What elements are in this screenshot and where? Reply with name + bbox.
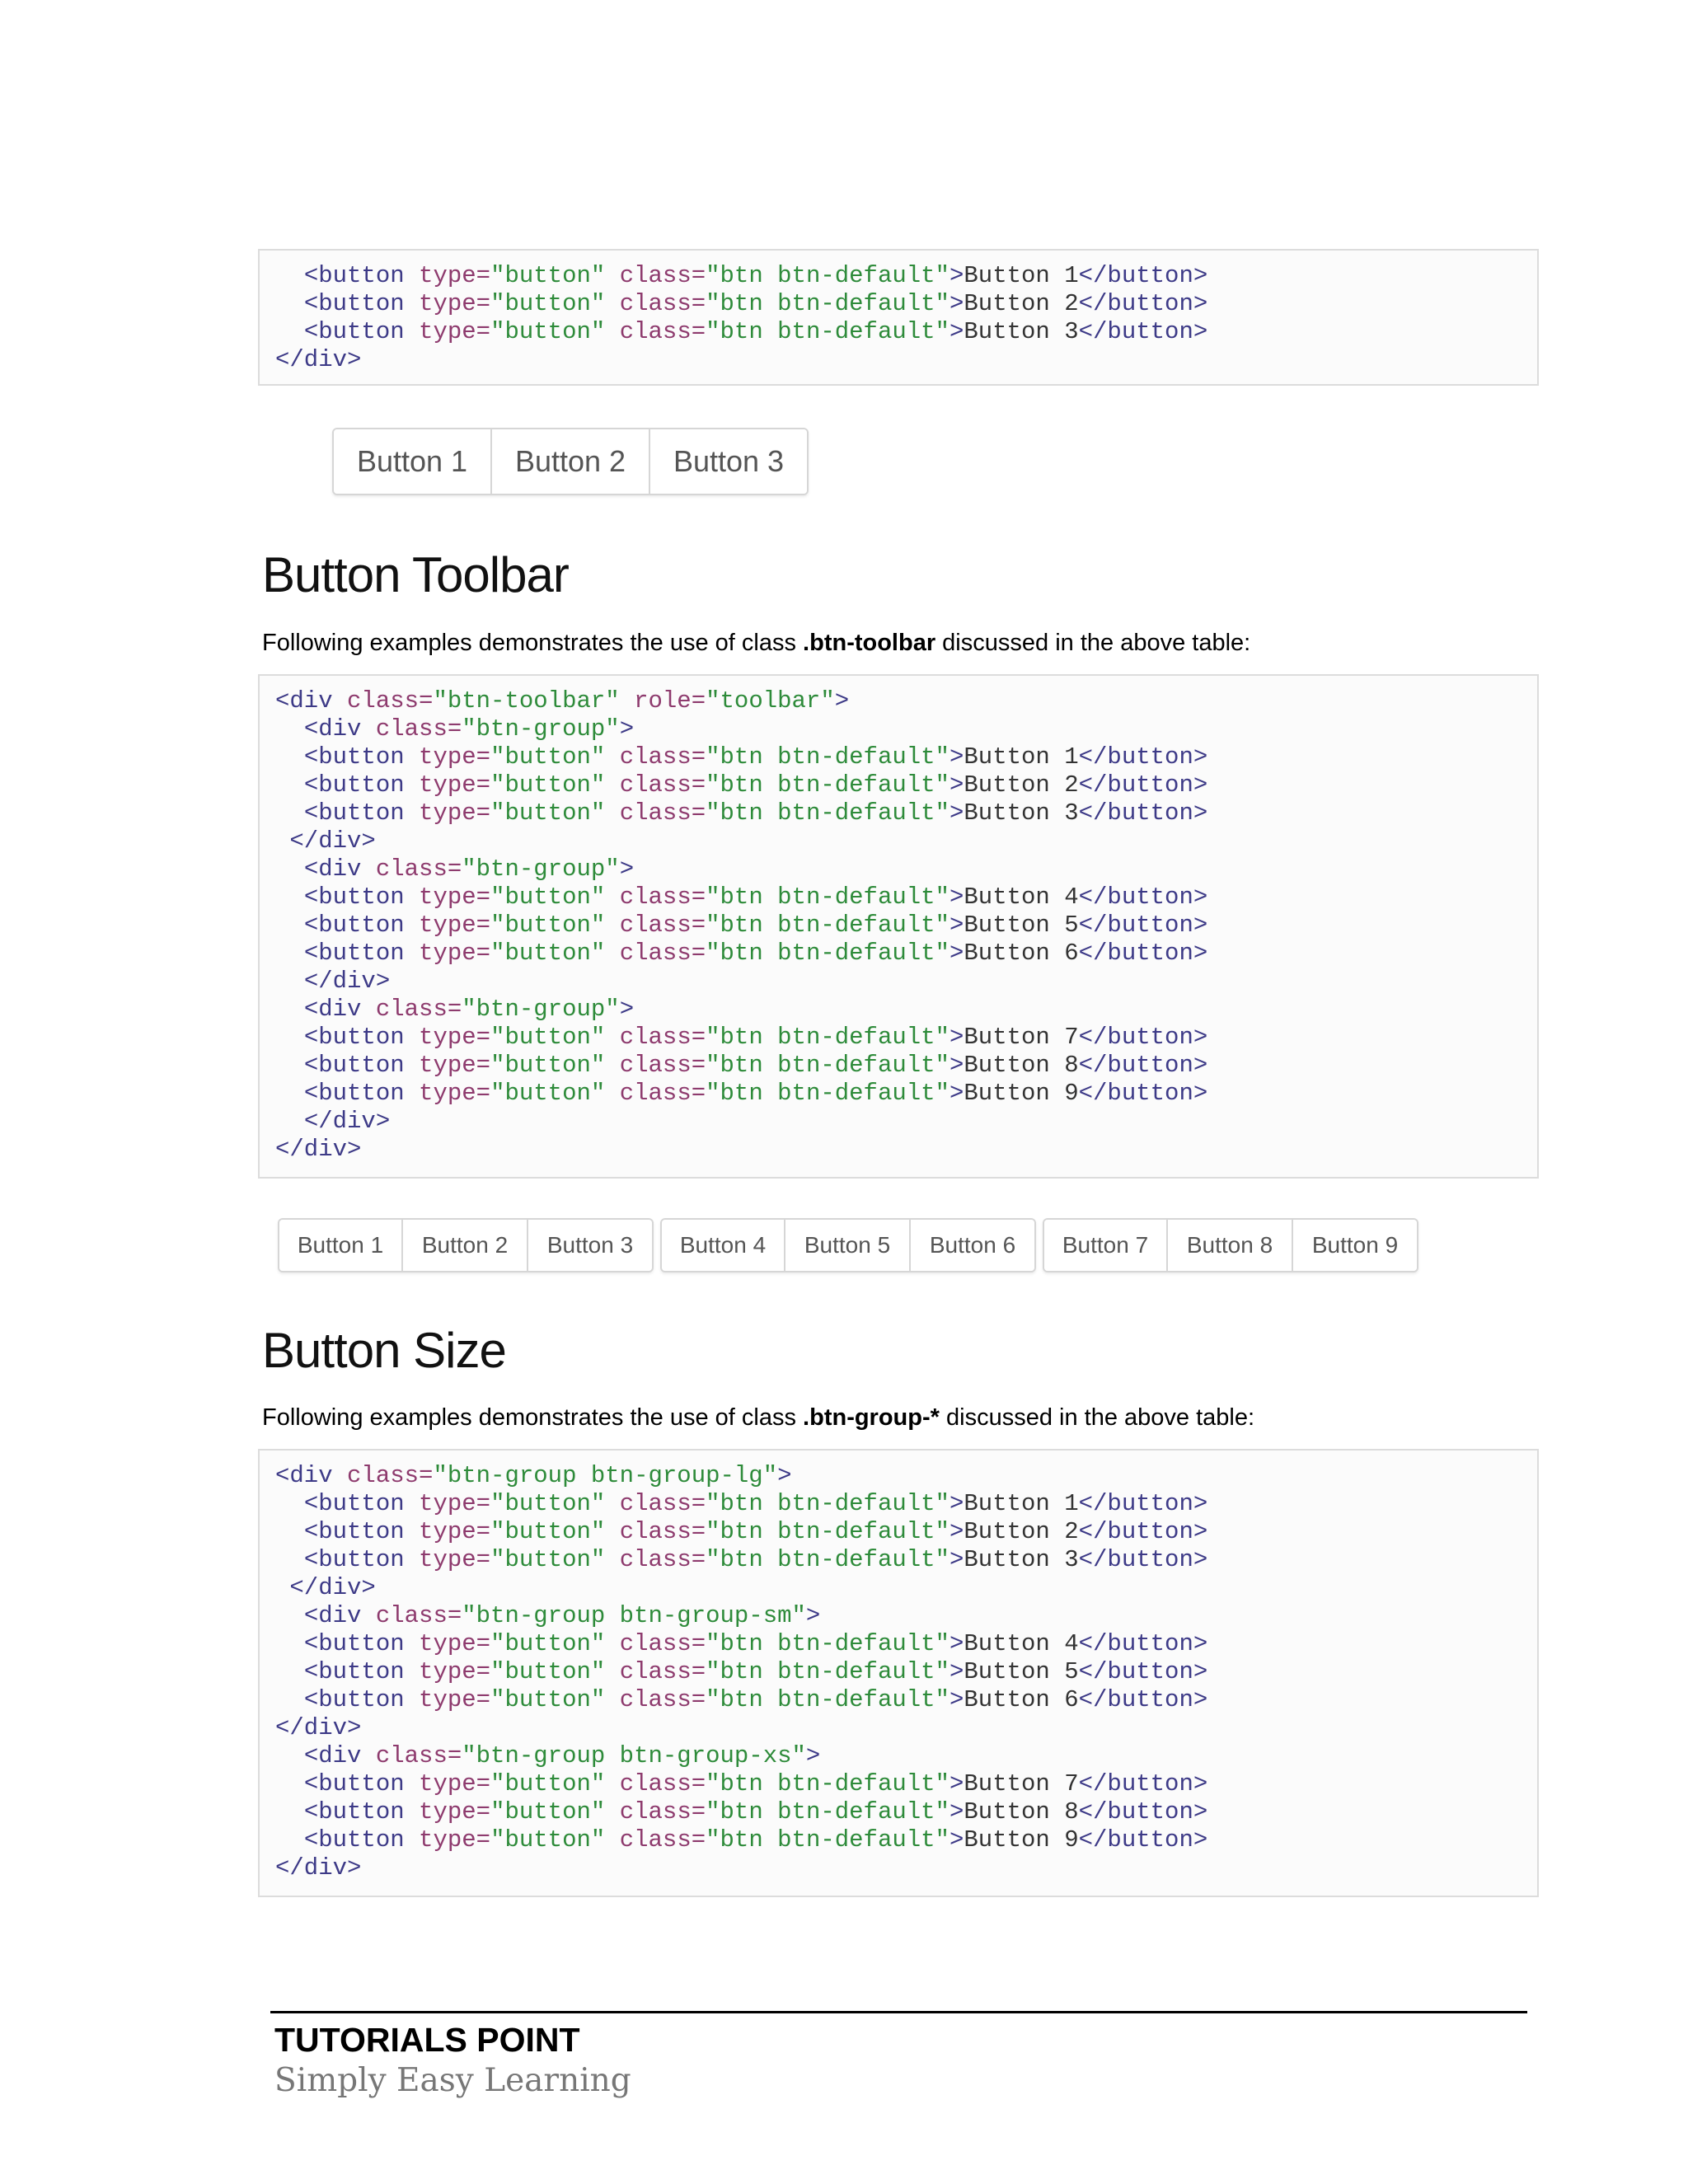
footer-brand: TUTORIALS POINT xyxy=(274,2021,580,2059)
rendered-button-group xyxy=(1043,1218,1418,1272)
intro-text: Following examples demonstrates the use of class xyxy=(262,630,804,656)
code-listing xyxy=(275,1462,1537,1882)
code-line: <div class="btn-group"> xyxy=(303,996,635,1023)
code-line: </div> xyxy=(275,1854,362,1882)
section-intro-toolbar xyxy=(262,630,1250,657)
rendered-button[interactable]: Button 3 xyxy=(650,429,807,494)
code-line: <div class="btn-toolbar" role="toolbar"> xyxy=(275,687,850,715)
code-line: <button type="button" class="btn btn-default">Button 2</button> xyxy=(303,290,1208,317)
code-line: <button type="button" class="btn btn-default">Button 5</button> xyxy=(303,912,1208,939)
code-block-1 xyxy=(258,249,1539,386)
rendered-button[interactable]: Button 8 xyxy=(1168,1220,1293,1271)
code-line: <button type="button" class="btn btn-default">Button 8</button> xyxy=(303,1798,1208,1825)
code-block-3 xyxy=(258,1449,1539,1897)
code-block-2 xyxy=(258,674,1539,1179)
button-toolbar-demo xyxy=(278,1218,1418,1272)
section-heading-toolbar: Button Toolbar xyxy=(262,547,569,602)
rendered-button[interactable]: Button 9 xyxy=(1293,1220,1417,1271)
rendered-button[interactable]: Button 2 xyxy=(403,1220,528,1271)
code-line: <button type="button" class="btn btn-default">Button 4</button> xyxy=(303,883,1208,911)
code-line: <div class="btn-group btn-group-sm"> xyxy=(303,1602,821,1629)
rendered-button[interactable]: Button 7 xyxy=(1044,1220,1168,1271)
rendered-button[interactable]: Button 6 xyxy=(911,1220,1034,1271)
rendered-button[interactable]: Button 1 xyxy=(334,429,492,494)
intro-class-name: .btn-toolbar xyxy=(803,630,936,656)
footer-divider xyxy=(270,2011,1527,2013)
code-listing xyxy=(275,687,1537,1164)
code-line: <div class="btn-group"> xyxy=(303,715,635,743)
code-line: <div class="btn-group"> xyxy=(303,855,635,883)
code-line: </div> xyxy=(275,1136,362,1163)
code-line: <button type="button" class="btn btn-default">Button 2</button> xyxy=(303,771,1208,799)
code-line: <button type="button" class="btn btn-default">Button 6</button> xyxy=(303,940,1208,967)
section-heading-size: Button Size xyxy=(262,1323,506,1378)
code-line: </div> xyxy=(289,827,376,855)
code-line: <div class="btn-group btn-group-lg"> xyxy=(275,1462,792,1489)
rendered-button-group xyxy=(660,1218,1036,1272)
intro-text: discussed in the above table: xyxy=(935,630,1251,656)
section-intro-size xyxy=(262,1404,1254,1432)
code-line: <button type="button" class="btn btn-default">Button 3</button> xyxy=(303,318,1208,345)
code-line: <button type="button" class="btn btn-default">Button 6</button> xyxy=(303,1686,1208,1713)
code-line: <button type="button" class="btn btn-default">Button 3</button> xyxy=(303,1546,1208,1573)
footer-tagline: Simply Easy Learning xyxy=(274,2062,631,2099)
rendered-button[interactable]: Button 5 xyxy=(785,1220,911,1271)
code-line: <button type="button" class="btn btn-default">Button 7</button> xyxy=(303,1024,1208,1051)
code-line: </div> xyxy=(303,968,391,995)
rendered-button-group xyxy=(278,1218,654,1272)
code-line: </div> xyxy=(289,1574,376,1601)
code-line: </div> xyxy=(275,346,362,373)
code-listing xyxy=(275,262,1537,374)
intro-class-name: .btn-group-* xyxy=(803,1404,940,1431)
rendered-button[interactable]: Button 4 xyxy=(662,1220,785,1271)
rendered-button[interactable]: Button 1 xyxy=(279,1220,403,1271)
code-line: <button type="button" class="btn btn-default">Button 8</button> xyxy=(303,1052,1208,1079)
code-line: </div> xyxy=(275,1714,362,1741)
rendered-button-group xyxy=(332,428,809,495)
code-line: <button type="button" class="btn btn-default">Button 1</button> xyxy=(303,743,1208,771)
code-line: <button type="button" class="btn btn-default">Button 7</button> xyxy=(303,1770,1208,1797)
code-line: <div class="btn-group btn-group-xs"> xyxy=(303,1742,821,1769)
code-line: <button type="button" class="btn btn-default">Button 3</button> xyxy=(303,799,1208,827)
rendered-button[interactable]: Button 2 xyxy=(492,429,650,494)
code-line: <button type="button" class="btn btn-default">Button 2</button> xyxy=(303,1518,1208,1545)
code-line: <button type="button" class="btn btn-default">Button 4</button> xyxy=(303,1630,1208,1657)
code-line: <button type="button" class="btn btn-default">Button 5</button> xyxy=(303,1658,1208,1685)
code-line: </div> xyxy=(303,1108,391,1135)
intro-text: discussed in the above table: xyxy=(939,1404,1255,1431)
button-group-demo-1 xyxy=(332,428,809,495)
rendered-button[interactable]: Button 3 xyxy=(528,1220,652,1271)
intro-text: Following examples demonstrates the use of class xyxy=(262,1404,804,1431)
code-line: <button type="button" class="btn btn-default">Button 9</button> xyxy=(303,1826,1208,1854)
code-line: <button type="button" class="btn btn-default">Button 9</button> xyxy=(303,1080,1208,1107)
code-line: <button type="button" class="btn btn-default">Button 1</button> xyxy=(303,1490,1208,1517)
code-line: <button type="button" class="btn btn-default">Button 1</button> xyxy=(303,262,1208,289)
